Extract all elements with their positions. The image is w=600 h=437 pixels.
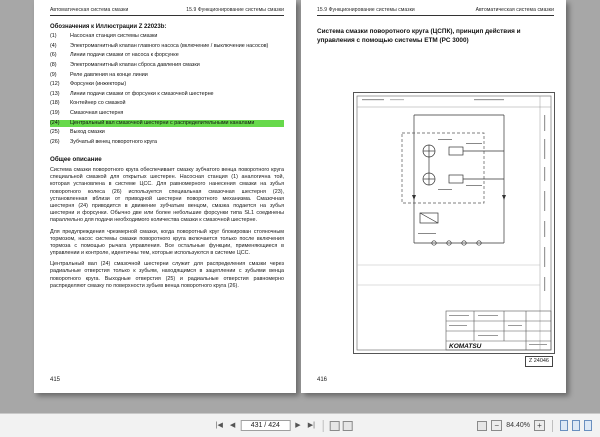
- toolbar-separator: [552, 420, 553, 432]
- page-number-input[interactable]: 431 / 424: [240, 420, 290, 431]
- next-page-button[interactable]: ▶: [295, 421, 301, 429]
- header-divider: [50, 15, 284, 16]
- next-view-icon[interactable]: [343, 421, 353, 431]
- document-page-right: [301, 0, 566, 393]
- first-page-button[interactable]: |◀: [215, 421, 223, 429]
- figure-label: Z 24046: [525, 356, 553, 367]
- legend-text: Контейнер со смазкой: [70, 100, 126, 107]
- legend-number: (25): [50, 129, 60, 136]
- legend-text: Насосная станция системы смазки: [70, 33, 158, 39]
- facing-pages-view-icon[interactable]: [584, 420, 592, 431]
- legend-number: (18): [50, 100, 60, 107]
- legend-row: [50, 62, 284, 69]
- left-page-content: [50, 7, 284, 290]
- legend-row: [50, 52, 284, 59]
- legend-row: [50, 72, 284, 79]
- section-title: Общее описание: [50, 156, 102, 163]
- legend-text: Зубчатый венец поворотного круга: [70, 138, 158, 145]
- zoom-controls: [477, 414, 592, 437]
- schematic-drawing: [354, 93, 554, 353]
- figure-title: Система смазки поворотного круга (ЦСПК), принцип действия и управления с помощью системы ETM (PC 3000): [317, 28, 521, 44]
- legend-text: Смазочная шестерня: [70, 110, 124, 116]
- legend-row: [50, 43, 284, 50]
- previous-view-icon[interactable]: [330, 421, 340, 431]
- right-page-header: [317, 7, 554, 13]
- paragraph: Для предупреждения чрезмерной смазки, когда поворотный круг блокирован стояночным тормозом, насос системы смазки поворотного круга включается только после включения тормоза с помощью рычага управления. Все остальные функции, применяющиеся в управлении и контроле, идентичны тем, которые используются в системе ЦСС.: [50, 228, 284, 257]
- paragraph: Система смазки поворотного круга обеспечивает смазку зубчатого венца поворотного круга специальной смазкой для открытых шестерен. Насосная станция (1) аналогична той, которая установлена в системе ЦСС. Для равномерного нанесения смазки на зубья поворотного колеса (26) используется специальная смазочная шестерня (23), установленная вблизи от приводной шестерни поворотного механизма. Смазочная шестерня (24) приводится в движение зубчатым венцом, смазка подается на зубья шестерни и форсунки. Обычно две или более небольшие форсунки типа SL1 соединены параллельно для подачи необходимого количества смазки к смазочной шестерне.: [50, 167, 284, 224]
- legend-row: [50, 100, 284, 107]
- legend-text: Линии подачи смазки от форсунки к смазочной шестерне: [70, 90, 214, 97]
- legend-number: (8): [50, 61, 57, 68]
- header-divider: [317, 15, 554, 16]
- legend-text: Электромагнитный клапан главного насоса (включение / выключение насосов): [70, 42, 269, 49]
- header-right-text: Автоматическая система смазки: [475, 7, 554, 13]
- header-left-text: 15.9 Функционирование системы смазки: [317, 7, 415, 13]
- legend-number: (26): [50, 138, 60, 145]
- legend-text: Линии подачи смазки от насоса к форсунке: [70, 52, 179, 59]
- legend-title: Обозначения к Иллюстрации Z 22023b:: [50, 24, 167, 30]
- legend-number: (6): [50, 52, 57, 59]
- legend-number: (1): [50, 33, 57, 39]
- continuous-view-icon[interactable]: [572, 420, 580, 431]
- legend-text: Форсунки (инжекторы): [70, 81, 127, 88]
- right-page-content: [317, 7, 554, 46]
- previous-page-button[interactable]: ◀: [229, 421, 236, 429]
- left-page-header: [50, 7, 284, 13]
- legend-number: (19): [50, 110, 60, 116]
- legend-row: [50, 33, 284, 40]
- page-number-right: 416: [317, 377, 328, 383]
- header-right-text: 15.9 Функционирование системы смазки: [186, 7, 284, 13]
- last-page-button[interactable]: ▶|: [307, 421, 315, 429]
- hand-tool-icon[interactable]: [477, 421, 487, 431]
- legend-row: [50, 91, 284, 98]
- brand-text: KOMATSU: [449, 343, 482, 350]
- legend-row: [50, 129, 284, 136]
- legend-row: [50, 81, 284, 88]
- legend-text: Центральный вал смазочной шестерни с распределительными каналами: [70, 119, 255, 126]
- legend-number: (12): [50, 81, 60, 88]
- legend-row: [50, 110, 284, 117]
- legend-number: (9): [50, 71, 57, 78]
- legend-text: Электромагнитный клапан сброса давления смазки: [70, 61, 200, 68]
- legend-list: [50, 33, 284, 146]
- legend-number: (13): [50, 90, 60, 97]
- legend-text: Реле давления на конце линии: [70, 71, 148, 78]
- toolbar-separator: [323, 420, 324, 432]
- zoom-in-button[interactable]: +: [534, 420, 545, 431]
- single-page-view-icon[interactable]: [560, 420, 568, 431]
- legend-row-highlighted: [50, 120, 284, 127]
- page-navigation: [214, 414, 353, 437]
- document-page-left: [34, 0, 296, 393]
- legend-row: [50, 139, 284, 146]
- paragraph: Центральный вал (24) смазочной шестерни служит для распределения смазки через радиальные отверстия только к зубьям, находящимся в зацеплении с зубьями венца поворотного круга. Выходные отверстия (25) и радиальные отверстия равномерно распределяют смазку по поверхности зубьев венца поворотного круга (26).: [50, 261, 284, 289]
- page-number-left: 415: [50, 377, 61, 383]
- zoom-level-text[interactable]: 84.40%: [506, 422, 530, 429]
- schematic-figure: [353, 92, 555, 354]
- legend-text: Выход смазки: [70, 129, 105, 136]
- header-left-text: Автоматическая система смазки: [50, 7, 129, 13]
- zoom-out-button[interactable]: −: [491, 420, 502, 431]
- viewer-statusbar: [0, 413, 600, 437]
- legend-number: (24): [50, 119, 60, 126]
- legend-number: (4): [50, 42, 57, 49]
